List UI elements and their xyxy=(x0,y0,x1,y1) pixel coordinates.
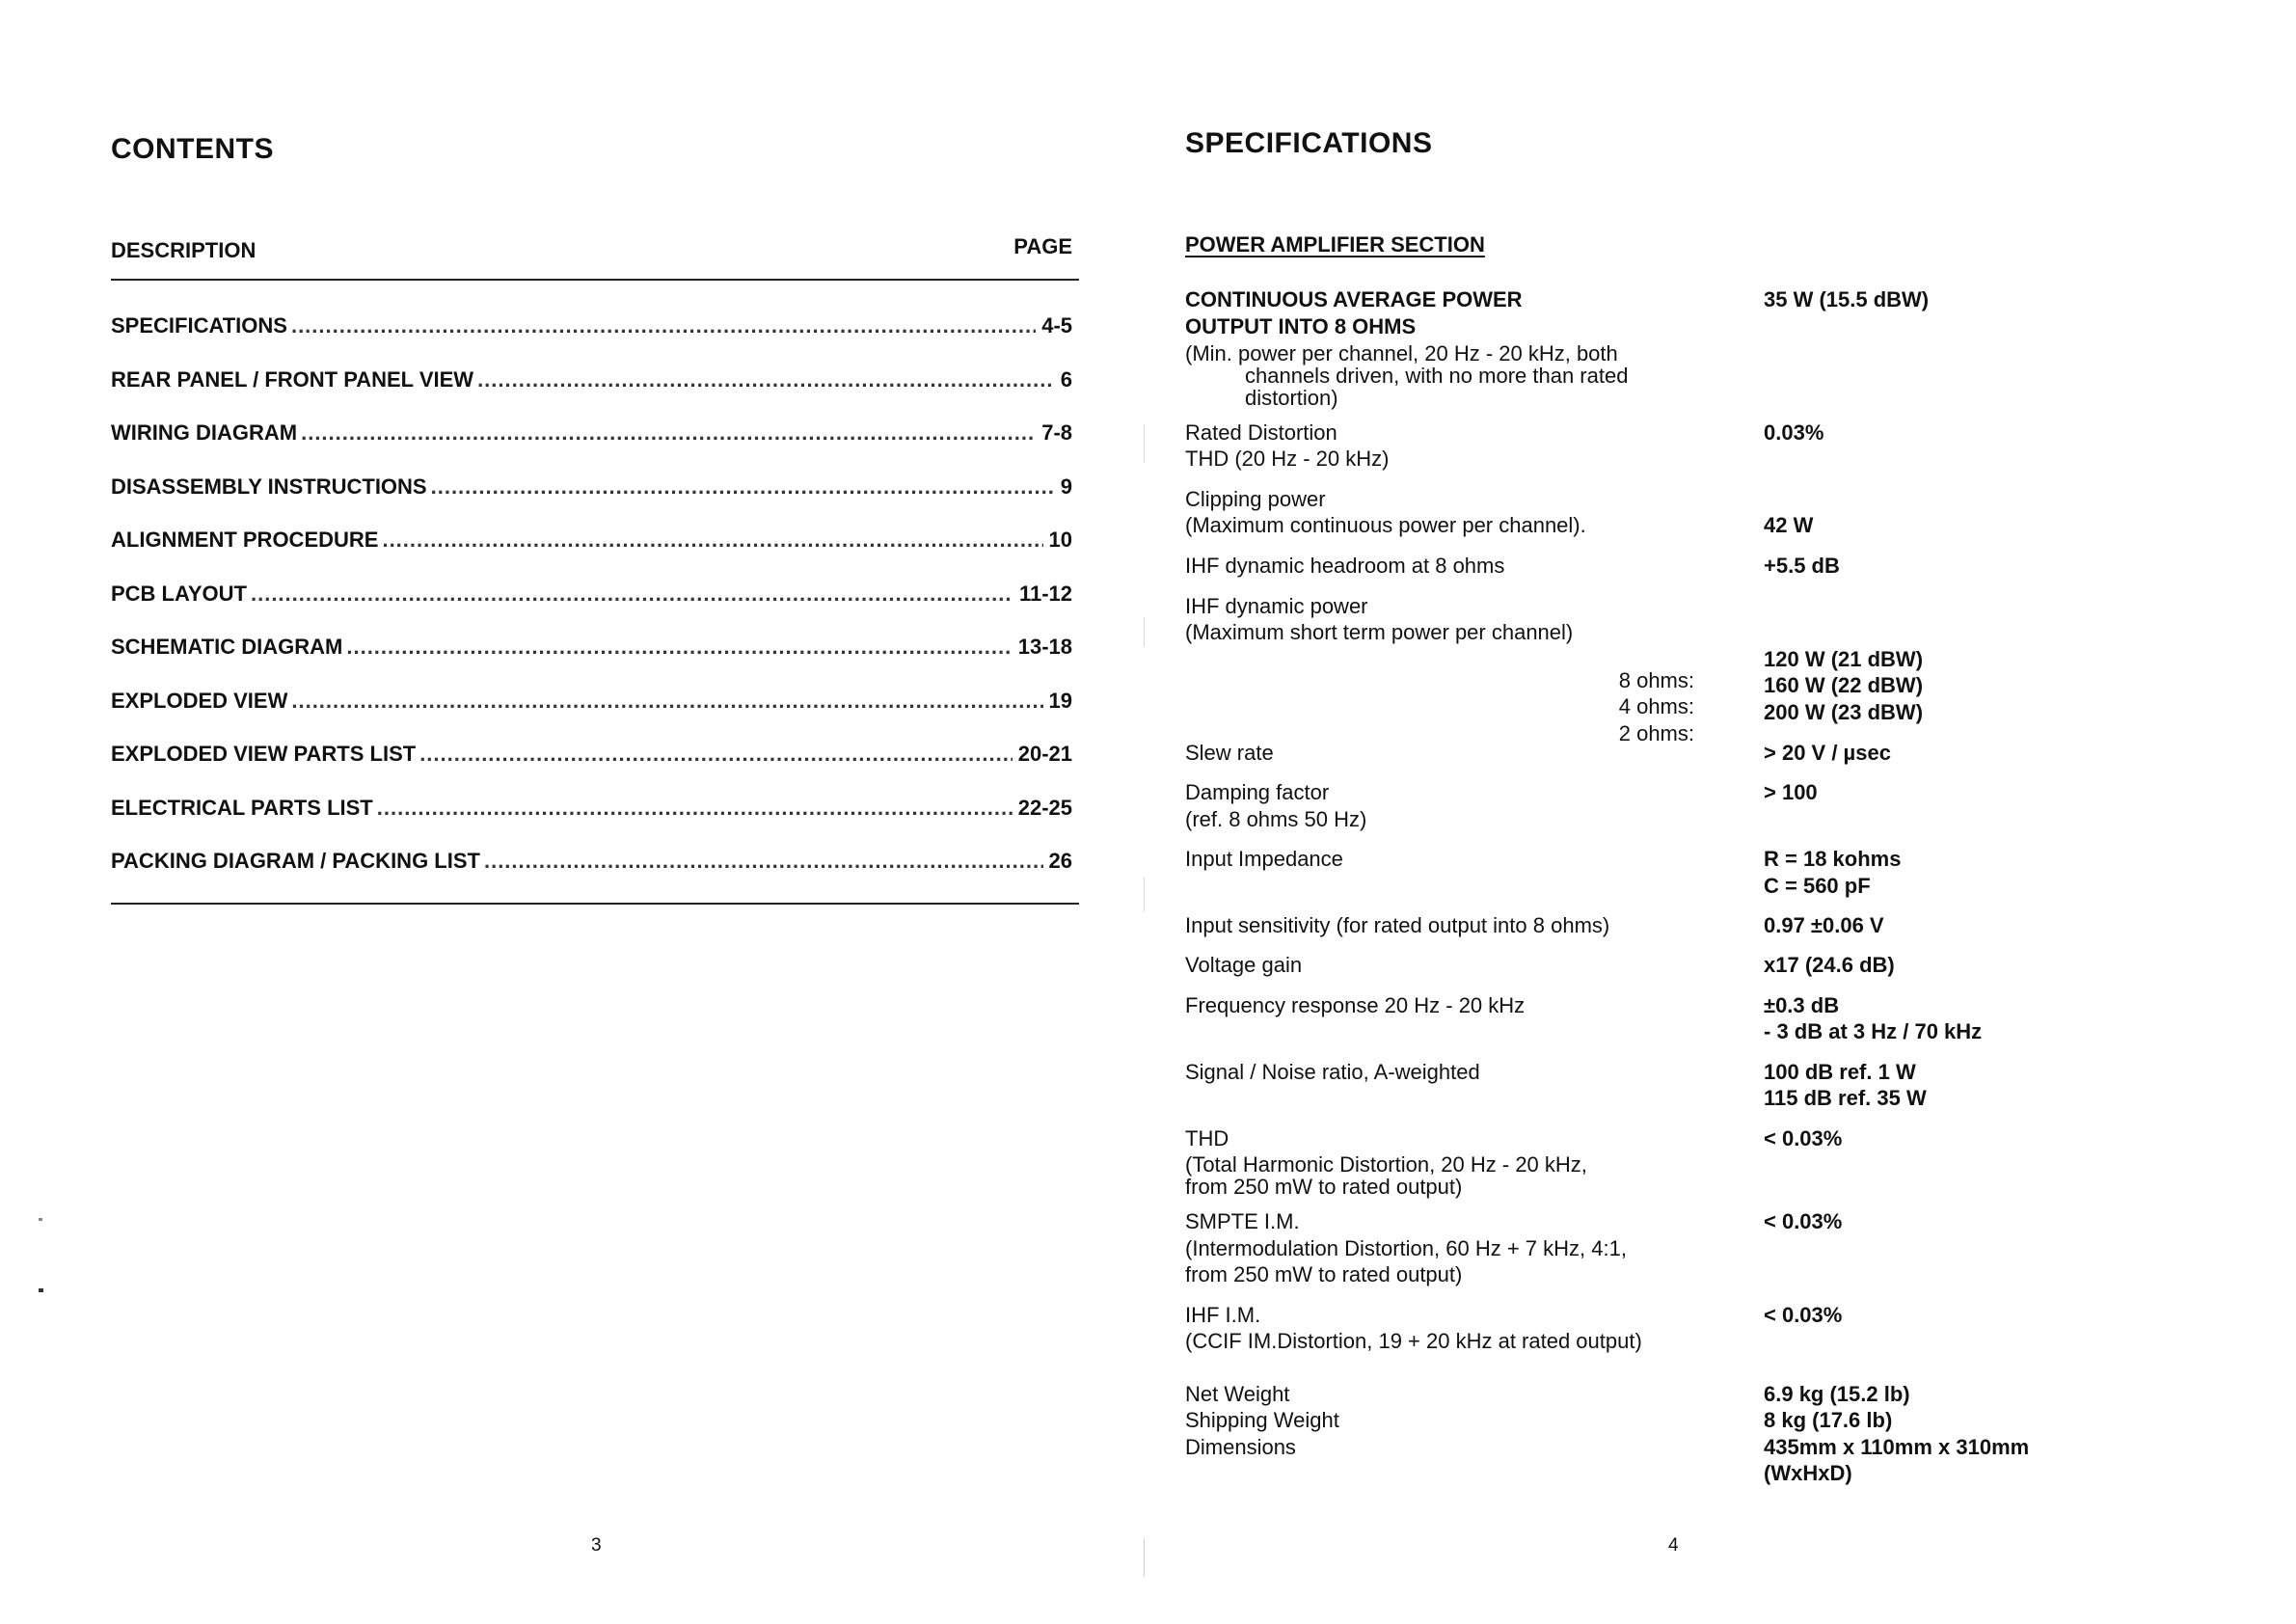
binding-mark xyxy=(1144,617,1145,646)
toc-item-title: ALIGNMENT PROCEDURE xyxy=(111,528,379,552)
toc-item-page: 22-25 xyxy=(1017,795,1072,820)
spec-label: Frequency response 20 Hz - 20 kHz xyxy=(1185,993,1526,1017)
spec-value: 8 kg (17.6 lb) xyxy=(1764,1408,1893,1432)
toc-item-packing-diagram[interactable] xyxy=(111,849,1072,903)
toc-item-disassembly-instructions[interactable] xyxy=(111,474,1072,528)
spec-value: 115 dB ref. 35 W xyxy=(1764,1086,1927,1110)
footer-divider xyxy=(111,903,1079,905)
dot-leader xyxy=(382,528,1042,553)
spec-label: (ref. 8 ohms 50 Hz) xyxy=(1185,807,1367,831)
spec-label: Damping factor xyxy=(1185,780,1330,804)
load-label: 4 ohms: xyxy=(1618,694,1694,718)
spec-value: < 0.03% xyxy=(1764,1303,1843,1327)
toc-item-page: 26 xyxy=(1048,849,1072,873)
toc-item-title: REAR PANEL / FRONT PANEL VIEW xyxy=(111,366,474,392)
spec-label: THD xyxy=(1185,1126,1229,1150)
spec-note: (Total Harmonic Distortion, 20 Hz - 20 kHz, xyxy=(1185,1152,1587,1177)
spec-value: 42 W xyxy=(1764,513,1814,537)
dot-leader xyxy=(377,796,1013,821)
specifications-page xyxy=(1148,0,2296,1624)
spec-value: 6.9 kg (15.2 lb) xyxy=(1764,1382,1910,1406)
spec-label: Net Weight xyxy=(1185,1382,1290,1406)
header-divider xyxy=(111,279,1079,281)
page-number: 3 xyxy=(591,1535,602,1556)
spec-label: Input Impedance xyxy=(1185,847,1343,871)
spec-label: THD (20 Hz - 20 kHz) xyxy=(1185,447,1390,471)
toc-item-title: SCHEMATIC DIAGRAM xyxy=(111,635,343,659)
dot-leader xyxy=(301,420,1036,446)
toc-item-exploded-view[interactable] xyxy=(111,689,1072,743)
spec-value: 160 W (22 dBW) xyxy=(1764,673,1924,697)
page-number: 4 xyxy=(1668,1535,1679,1556)
toc-item-title: ELECTRICAL PARTS LIST xyxy=(111,795,373,820)
spec-label: Rated Distortion xyxy=(1185,420,1337,445)
load-label: 8 ohms: xyxy=(1618,668,1694,692)
spec-label: Slew rate xyxy=(1185,741,1274,765)
binding-mark xyxy=(1144,424,1145,463)
toc-item-page: 4-5 xyxy=(1041,313,1072,338)
spec-value: < 0.03% xyxy=(1764,1209,1843,1233)
spec-note: (Min. power per channel, 20 Hz - 20 kHz, both xyxy=(1185,341,1618,365)
description-column-header: DESCRIPTION xyxy=(111,238,257,262)
spec-value: > 20 V / µsec xyxy=(1764,741,1891,765)
spec-value: < 0.03% xyxy=(1764,1126,1843,1150)
toc-item-page: 13-18 xyxy=(1017,635,1072,659)
spec-value: x17 (24.6 dB) xyxy=(1764,953,1895,977)
toc-item-page: 10 xyxy=(1048,528,1072,552)
spec-value: 200 W (23 dBW) xyxy=(1764,700,1924,724)
spec-label: IHF I.M. xyxy=(1185,1303,1261,1327)
spec-value: R = 18 kohms xyxy=(1764,847,1902,871)
toc-item-schematic-diagram[interactable] xyxy=(111,635,1072,689)
contents-table-header xyxy=(111,234,1072,269)
spec-label: Clipping power xyxy=(1185,487,1326,511)
spec-value: 0.03% xyxy=(1764,420,1824,445)
dot-leader xyxy=(291,689,1042,714)
spec-value: ±0.3 dB xyxy=(1764,993,1840,1017)
scan-speck xyxy=(39,1218,42,1221)
spec-label: CONTINUOUS AVERAGE POWER xyxy=(1185,287,1523,311)
power-amplifier-section-title: POWER AMPLIFIER SECTION xyxy=(1185,232,1485,257)
scan-speck xyxy=(39,1288,43,1292)
toc-item-specifications[interactable] xyxy=(111,313,1072,367)
page-column-header: PAGE xyxy=(1013,234,1072,258)
spec-note: (CCIF IM.Distortion, 19 + 20 kHz at rated output) xyxy=(1185,1329,1642,1353)
spec-note: (Intermodulation Distortion, 60 Hz + 7 kHz, 4:1, xyxy=(1185,1236,1627,1260)
spec-value: 120 W (21 dBW) xyxy=(1764,647,1924,671)
dot-leader xyxy=(419,742,1013,767)
spec-label: Voltage gain xyxy=(1185,953,1303,977)
binding-mark xyxy=(1144,1538,1145,1577)
spec-value: 435mm x 110mm x 310mm xyxy=(1764,1435,2030,1459)
toc-item-title: WIRING DIAGRAM xyxy=(111,420,298,445)
dot-leader xyxy=(251,582,1013,607)
toc-item-exploded-view-parts-list[interactable] xyxy=(111,742,1072,796)
spec-note: from 250 mW to rated output) xyxy=(1185,1175,1463,1199)
dot-leader xyxy=(484,849,1043,874)
toc-item-electrical-parts-list[interactable] xyxy=(111,796,1072,850)
spec-label: Input sensitivity (for rated output into 8 ohms) xyxy=(1185,913,1610,937)
binding-mark xyxy=(1144,878,1145,911)
toc-item-page: 6 xyxy=(1060,366,1072,392)
toc-item-page: 11-12 xyxy=(1018,581,1072,606)
load-label: 2 ohms: xyxy=(1618,721,1694,745)
spec-value: C = 560 pF xyxy=(1764,874,1871,898)
toc-item-rear-front-panel-view[interactable] xyxy=(111,367,1072,421)
toc-item-page: 19 xyxy=(1048,688,1072,713)
toc-item-title: SPECIFICATIONS xyxy=(111,313,287,338)
spec-value: 35 W (15.5 dBW) xyxy=(1764,287,1930,311)
toc-item-page: 7-8 xyxy=(1041,420,1072,445)
spec-label: OUTPUT INTO 8 OHMS xyxy=(1185,314,1417,338)
spec-label: IHF dynamic power xyxy=(1185,594,1368,618)
spec-label: Signal / Noise ratio, A-weighted xyxy=(1185,1060,1480,1084)
toc-item-alignment-procedure[interactable] xyxy=(111,528,1072,582)
toc-item-title: PACKING DIAGRAM / PACKING LIST xyxy=(111,849,480,873)
spec-note: channels driven, with no more than rated xyxy=(1245,364,1629,388)
spec-note: from 250 mW to rated output) xyxy=(1185,1262,1463,1286)
toc-item-page: 9 xyxy=(1060,474,1072,499)
dot-leader xyxy=(431,474,1055,500)
spec-value: (WxHxD) xyxy=(1764,1461,1852,1485)
contents-title: CONTENTS xyxy=(111,133,274,165)
toc-item-page: 20-21 xyxy=(1017,742,1072,766)
spec-label: IHF dynamic headroom at 8 ohms xyxy=(1185,554,1505,578)
spec-value: 100 dB ref. 1 W xyxy=(1764,1060,1916,1084)
toc-item-title: EXPLODED VIEW PARTS LIST xyxy=(111,742,417,766)
toc-item-title: EXPLODED VIEW xyxy=(111,688,288,713)
toc-item-wiring-diagram[interactable] xyxy=(111,420,1072,474)
spec-label: Dimensions xyxy=(1185,1435,1296,1459)
spec-value: +5.5 dB xyxy=(1764,554,1840,578)
toc-item-title: DISASSEMBLY INSTRUCTIONS xyxy=(111,474,427,499)
spec-label: (Maximum continuous power per channel). xyxy=(1185,513,1586,537)
contents-list xyxy=(111,313,1072,903)
spec-label: Shipping Weight xyxy=(1185,1408,1339,1432)
spec-value: 0.97 ±0.06 V xyxy=(1764,913,1884,937)
dot-leader xyxy=(477,367,1055,392)
spec-value: > 100 xyxy=(1764,780,1818,804)
toc-item-title: PCB LAYOUT xyxy=(111,581,247,606)
toc-item-pcb-layout[interactable] xyxy=(111,582,1072,636)
dot-leader xyxy=(346,635,1012,660)
spec-label: SMPTE I.M. xyxy=(1185,1209,1300,1233)
dot-leader xyxy=(291,313,1036,338)
specifications-title: SPECIFICATIONS xyxy=(1185,127,1433,159)
spec-note: distortion) xyxy=(1245,386,1338,410)
spec-value: - 3 dB at 3 Hz / 70 kHz xyxy=(1764,1019,1983,1043)
spec-label: (Maximum short term power per channel) xyxy=(1185,620,1574,644)
